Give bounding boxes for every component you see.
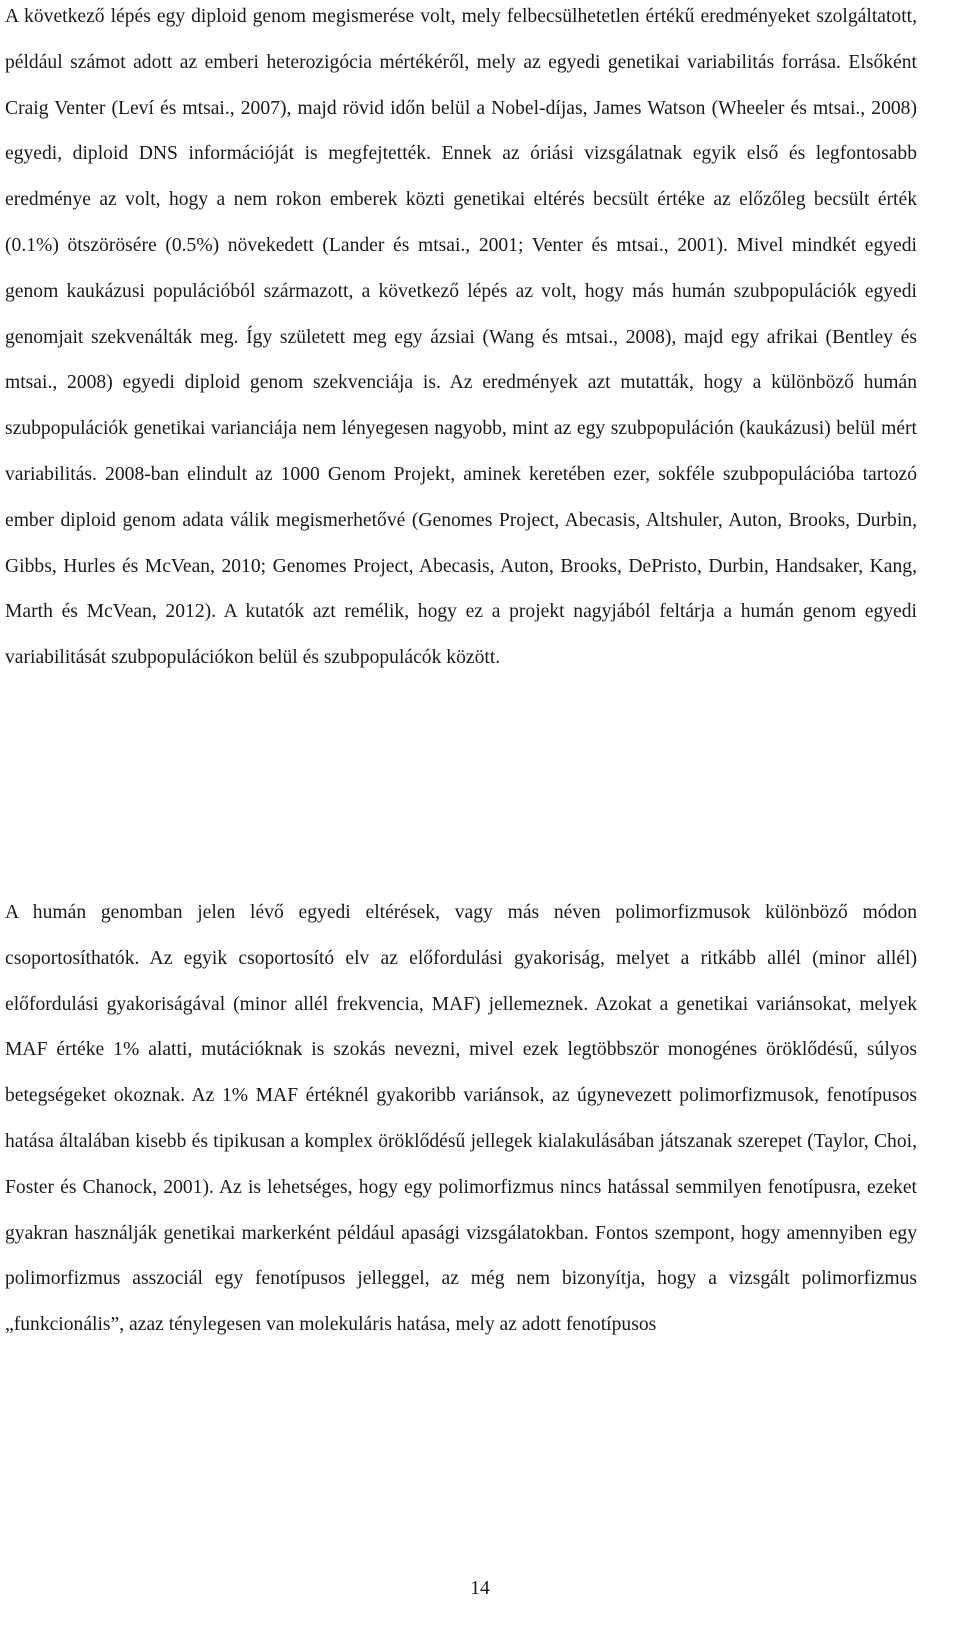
- page-number: 14: [470, 1578, 490, 1599]
- body-paragraph: A humán genomban jelen lévő egyedi eltérések, vagy más néven polimorfizmusok különböző módon csoportosíthatók. Az egyik csoportosító elv az előfordulási gyakoriság, melyet a ritkább allél (minor allél) előfordulási gyakoriságával (minor allél frekvencia, MAF) jellemeznek. Azokat a genetikai variánsokat, melyek MAF értéke 1% alatti, mutációknak is szokás nevezni, mivel ezek legtöbbször monogénes öröklődésű, súlyos betegségeket okoznak. Az 1% MAF értéknél gyakoribb variánsok, az úgynevezett polimorfizmusok, fenotípusos hatása általában kisebb és tipikusan a komplex öröklődésű jellegek kialakulásában játszanak szerepet (Taylor, Choi, Foster és Chanock, 2001). Az is lehetséges, hogy egy polimorfizmus nincs hatással semmilyen fenotípusra, ezeket gyakran használják genetikai markerként például apasági vizsgálatokban. Fontos szempont, hogy amennyiben egy polimorfizmus asszociál egy fenotípusos jelleggel, az még nem bizonyítja, hogy a vizsgált polimorfizmus „funkcionális”, azaz ténylegesen van molekuláris hatása, mely az adott fenotípusos: [5, 902, 917, 1336]
- body-paragraph: A következő lépés egy diploid genom megismerése volt, mely felbecsülhetetlen értékű eredményeket szolgáltatott, például számot adott az emberi heterozigócia mértékéről, mely az egyedi genetikai variabilitás forrása. Elsőként Craig Venter (Leví és mtsai., 2007), majd rövid időn belül a Nobel-díjas, James Watson (Wheeler és mtsai., 2008) egyedi, diploid DNS információját is megfejtették. Ennek az óriási vizsgálatnak egyik első és legfontosabb eredménye az volt, hogy a nem rokon emberek közti genetikai eltérés becsült értéke az előzőleg becsült érték (0.1%) ötszörösére (0.5%) növekedett (Lander és mtsai., 2001; Venter és mtsai., 2001). Mivel mindkét egyedi genom kaukázusi populációból származott, a következő lépés az volt, hogy más humán szubpopulációk egyedi genomjait szekvenálták meg. Így született meg egy ázsiai (Wang és mtsai., 2008), majd egy afrikai (Bentley és mtsai., 2008) egyedi diploid genom szekvenciája is. Az eredmények azt mutatták, hogy a különböző humán szubpopulációk genetikai varianciája nem lényegesen nagyobb, mint az egy szubpopuláción (kaukázusi) belül mért variabilitás. 2008-ban elindult az 1000 Genom Projekt, aminek keretében ezer, sokféle szubpopulációba tartozó ember diploid genom adata válik megismerhetővé (Genomes Project, Abecasis, Altshuler, Auton, Brooks, Durbin, Gibbs, Hurles és McVean, 2010; Genomes Project, Abecasis, Auton, Brooks, DePristo, Durbin, Handsaker, Kang, Marth és McVean, 2012). A kutatók azt remélik, hogy ez a projekt nagyjából feltárja a humán genom egyedi variabilitását szubpopulációkon belül és szubpopulácók között.: [5, 6, 917, 669]
